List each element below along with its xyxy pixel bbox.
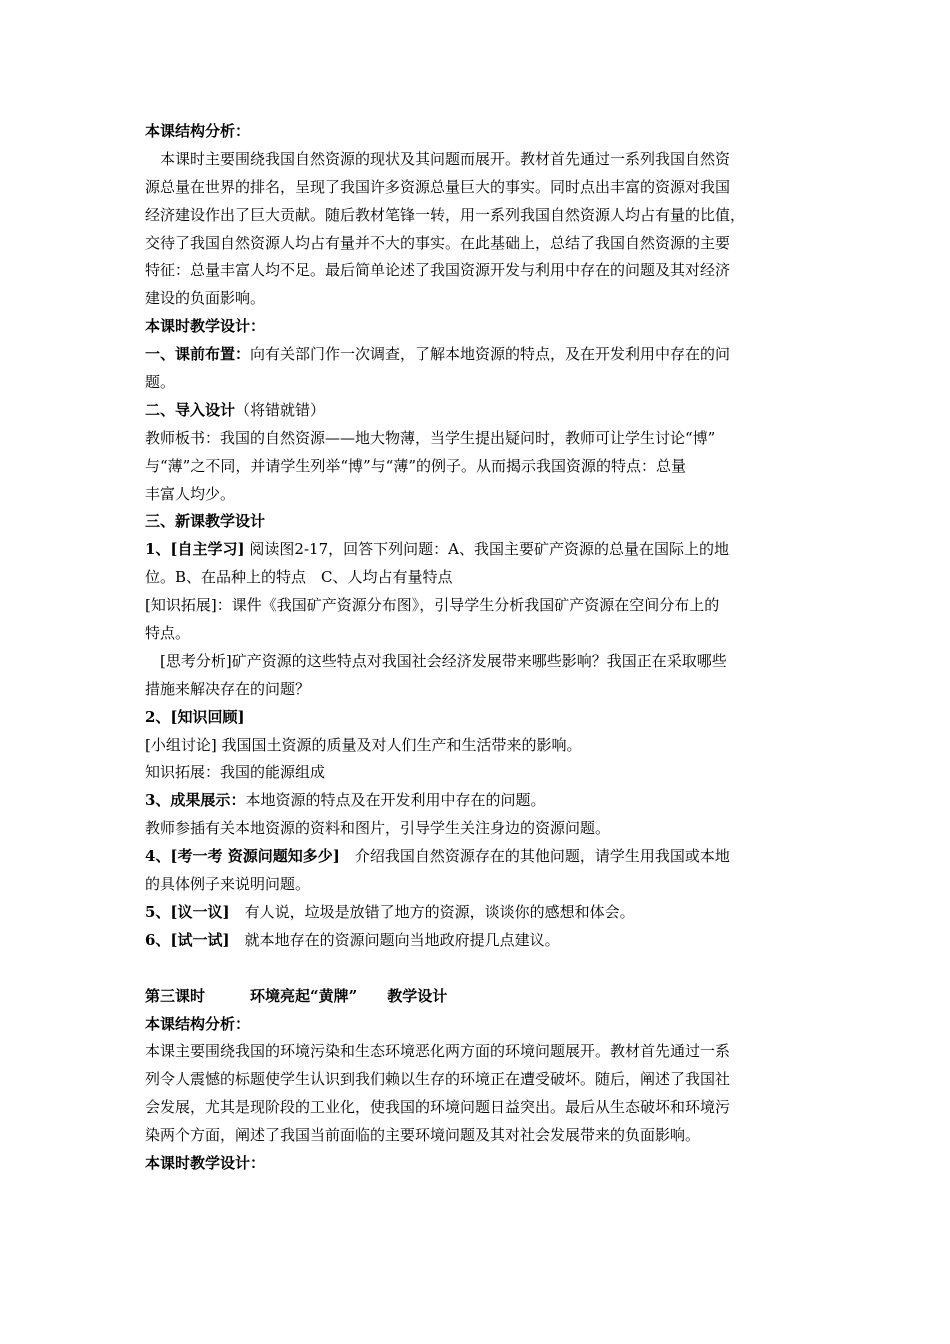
energy-extension-line: 知识拓展：我国的能源组成 [145, 763, 326, 782]
intro-design-label: 二、导入设计 [145, 400, 236, 419]
step-self-study-text: 阅读图2-17，回答下列问题：A、我国主要矿产资源的总量在国际上的地 [244, 540, 729, 559]
structure-paragraph-line: 经济建设作出了巨大贡献。随后教材笔锋一转，用一系列我国自然资源人均占有量的比值， [145, 205, 746, 224]
structure-heading: 本课结构分析： [145, 122, 251, 140]
step-quiz-continuation: 的具体例子来说明问题。 [145, 875, 311, 894]
lesson-three-title: 第三课时 环境亮起“黄牌” 教学设计 [145, 986, 448, 1005]
step-quiz [145, 843, 815, 871]
step-try-label: 6、[试一试] [145, 930, 230, 949]
teacher-materials-line: 教师参插有关本地资源的资料和图片，引导学生关注身边的资源问题。 [145, 819, 611, 838]
step-discuss-label: 5、[议一议] [145, 902, 230, 921]
structure-paragraph-line-2: 本课主要围绕我国的环境污染和生态环境恶化两方面的环境问题展开。教材首先通过一系 [145, 1042, 731, 1061]
structure-paragraph-line: 建设的负面影响。 [145, 289, 266, 308]
structure-paragraph-line-2: 列令人震憾的标题使学生认识到我们赖以生存的环境正在遭受破坏。随后，阐述了我国社 [145, 1070, 731, 1089]
step-try-text: 就本地存在的资源问题向当地政府提几点建议。 [229, 930, 560, 949]
step-discuss-text: 有人说，垃圾是放错了地方的资源，谈谈你的感想和体会。 [229, 902, 635, 921]
structure-paragraph-line: 源总量在世界的排名，呈现了我国许多资源总量巨大的事实。同时点出丰富的资源对我国 [145, 177, 731, 196]
design-heading-2: 本课时教学设计： [145, 1153, 266, 1172]
intro-design-line: 与“薄”之不同，并请学生列举“博”与“薄”的例子。从而揭示我国资源的特点：总量 [145, 456, 687, 475]
step-try [145, 927, 815, 955]
step-results-text: 本地资源的特点及在开发利用中存在的问题。 [245, 791, 546, 810]
step-quiz-label: 4、[考一考 资源问题知多少] [145, 847, 340, 866]
document-page [145, 118, 815, 1178]
step-quiz-text: 介绍我国自然资源存在的其他问题，请学生用我国或本地 [339, 847, 730, 866]
step-self-study-continuation: 位。B、在品种上的特点 C、人均占有量特点 [145, 568, 453, 587]
knowledge-extension-line: [知识拓展]：课件《我国矿产资源分布图》，引导学生分析我国矿产资源在空间分布上的 [145, 596, 720, 615]
structure-paragraph-line: 特征：总量丰富人均不足。最后简单论述了我国资源开发与利用中存在的问题及其对经济 [145, 261, 731, 280]
structure-paragraph-line: 交待了我国自然资源人均占有量并不大的事实。在此基础上，总结了我国自然资源的主要 [145, 233, 731, 252]
design-heading: 本课时教学设计： [145, 317, 266, 336]
intro-design-line: 教师板书：我国的自然资源——地大物薄，当学生提出疑问时，教师可让学生讨论“博” [145, 428, 716, 447]
pre-class-text: 向有关部门作一次调查，了解本地资源的特点，及在开发利用中存在的问 [250, 345, 731, 364]
structure-paragraph-line-2: 染两个方面，阐述了我国当前面临的主要环境问题及其对社会发展带来的负面影响。 [145, 1126, 701, 1145]
intro-design-line: 丰富人均少。 [145, 484, 236, 503]
structure-heading-2: 本课结构分析： [145, 1014, 251, 1033]
blank-line [145, 955, 815, 983]
intro-design-note: （将错就错） [235, 400, 326, 419]
step-self-study-label: 1、[自主学习] [145, 540, 245, 559]
think-analysis-line: [思考分析]矿产资源的这些特点对我国社会经济发展带来哪些影响？我国正在采取哪些 [145, 651, 727, 670]
structure-paragraph-line: 本课时主要围绕我国自然资源的现状及其问题而展开。教材首先通过一系列我国自然资 [145, 149, 731, 168]
pre-class-item [145, 341, 815, 369]
pre-class-continuation: 题。 [145, 373, 176, 392]
structure-paragraph-line-2: 会发展，尤其是现阶段的工业化，使我国的环境问题日益突出。最后从生态破坏和环境污 [145, 1098, 731, 1117]
step-self-study [145, 536, 815, 564]
group-discussion-line: [小组讨论] 我国国土资源的质量及对人们生产和生活带来的影响。 [145, 735, 582, 754]
step-results-label: 3、成果展示： [145, 791, 246, 810]
intro-design-item [145, 397, 815, 425]
step-discuss [145, 899, 815, 927]
pre-class-label: 一、课前布置： [145, 345, 251, 364]
new-lesson-heading: 三、新课教学设计 [145, 512, 266, 531]
think-analysis-line: 措施来解决存在的问题？ [145, 679, 311, 698]
step-results-display [145, 787, 815, 815]
knowledge-extension-line: 特点。 [145, 624, 191, 643]
step-knowledge-review-label: 2、[知识回顾] [145, 707, 245, 726]
